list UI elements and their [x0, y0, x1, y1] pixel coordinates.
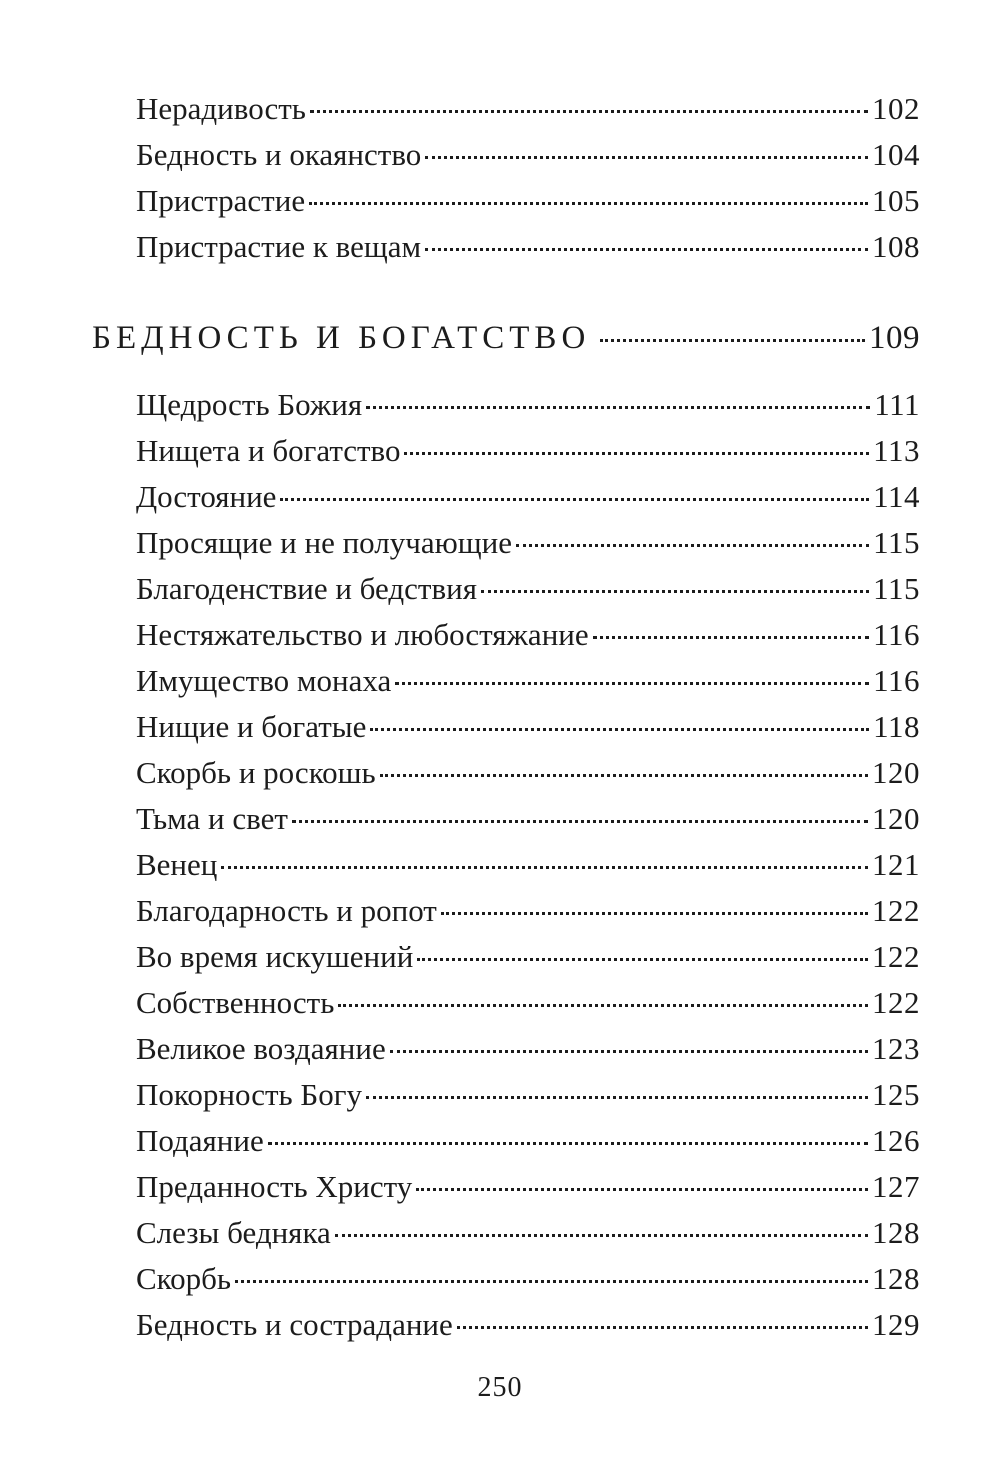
toc-entry-page: 111: [874, 387, 920, 422]
toc-entry-page: 123: [872, 1031, 920, 1066]
toc-entry-title: Подаяние: [136, 1123, 264, 1158]
dot-leader: [390, 1050, 868, 1053]
toc-entry: [136, 888, 920, 934]
dot-leader: [366, 406, 870, 409]
dot-leader: [280, 498, 869, 501]
toc-entry-page: 102: [872, 91, 920, 126]
toc-entry-title: Преданность Христу: [136, 1169, 413, 1204]
toc-entry-page: 114: [873, 479, 920, 514]
toc-entry-title: Во время искушений: [136, 939, 414, 974]
toc-entry: [136, 1026, 920, 1072]
toc-entry: [136, 86, 920, 132]
toc-entry-title: Нищета и богатство: [136, 433, 401, 468]
toc-entry: [136, 1302, 920, 1348]
toc-entry-title: Достояние: [136, 479, 277, 514]
toc-entry-title: Нестяжательство и любостяжание: [136, 617, 589, 652]
toc-entry-page: 127: [872, 1169, 920, 1204]
dot-leader: [441, 912, 868, 915]
dot-leader: [292, 820, 868, 823]
toc-entry-page: 108: [872, 229, 920, 264]
dot-leader: [600, 339, 865, 342]
toc-entry-title: Тьма и свет: [136, 801, 288, 836]
toc-entry-title: Нерадивость: [136, 91, 306, 126]
toc-entry: [136, 224, 920, 270]
toc-entry: [136, 980, 920, 1026]
toc-entry-title: Нищие и богатые: [136, 709, 367, 744]
dot-leader: [309, 202, 868, 205]
toc-entry-title: Бедность и окаянство: [136, 137, 422, 172]
dot-leader: [457, 1326, 868, 1329]
section-title: БЕДНОСТЬ И БОГАТСТВО: [92, 320, 591, 356]
toc-entry-page: 125: [872, 1077, 920, 1112]
dot-leader: [370, 728, 869, 731]
toc-entry-title: Бедность и сострадание: [136, 1307, 453, 1342]
toc-entry-title: Благоденствие и бедствия: [136, 571, 477, 606]
toc-entry-title: Скорбь: [136, 1261, 232, 1296]
toc-entry: [136, 750, 920, 796]
toc-entry-title: Собственность: [136, 985, 335, 1020]
toc-entry-page: 122: [872, 893, 920, 928]
toc-entry-page: 128: [872, 1261, 920, 1296]
toc-entry-page: 118: [873, 709, 920, 744]
section-page: 109: [869, 320, 920, 356]
toc-entry: [136, 704, 920, 750]
toc-entry: [136, 1072, 920, 1118]
toc-entry-title: Скорбь и роскошь: [136, 755, 376, 790]
toc-section-entries: [136, 382, 920, 1348]
toc-entry-title: Пристрастие к вещам: [136, 229, 422, 264]
toc-entry-page: 115: [873, 571, 920, 606]
toc-entry-page: 115: [873, 525, 920, 560]
toc-entry: [136, 428, 920, 474]
dot-leader: [425, 156, 868, 159]
toc-entry: [136, 796, 920, 842]
toc-entry-page: 105: [872, 183, 920, 218]
toc-entry-page: 122: [872, 985, 920, 1020]
toc-entry: [136, 566, 920, 612]
toc-entry: [136, 1118, 920, 1164]
toc-entry: [136, 612, 920, 658]
toc-entry-page: 121: [872, 847, 920, 882]
dot-leader: [593, 636, 870, 639]
toc-entry-page: 129: [872, 1307, 920, 1342]
toc-entry: [136, 178, 920, 224]
dot-leader: [221, 866, 868, 869]
toc-entry-page: 104: [872, 137, 920, 172]
page-number: 250: [477, 1372, 523, 1403]
toc-entry-page: 120: [872, 801, 920, 836]
toc-entry: [136, 1210, 920, 1256]
toc-entry: [136, 1256, 920, 1302]
dot-leader: [395, 682, 869, 685]
toc-entry-title: Имущество монаха: [136, 663, 392, 698]
dot-leader: [338, 1004, 868, 1007]
toc-entry: [136, 520, 920, 566]
toc-entry: [136, 132, 920, 178]
dot-leader: [335, 1234, 868, 1237]
dot-leader: [416, 1188, 868, 1191]
toc-entry-page: 113: [873, 433, 920, 468]
toc-entry-title: Пристрастие: [136, 183, 306, 218]
dot-leader: [481, 590, 869, 593]
toc-top-entries: [136, 86, 920, 270]
toc-entry-page: 116: [873, 617, 920, 652]
toc-entry: [136, 382, 920, 428]
dot-leader: [310, 110, 868, 113]
toc-entry-page: 122: [872, 939, 920, 974]
toc-entry-title: Великое воздаяние: [136, 1031, 386, 1066]
toc-entry-title: Просящие и не получающие: [136, 525, 512, 560]
dot-leader: [404, 452, 869, 455]
section-heading: [92, 314, 920, 362]
toc-entry: [136, 842, 920, 888]
toc-entry-page: 126: [872, 1123, 920, 1158]
toc-entry: [136, 658, 920, 704]
toc-entry-page: 120: [872, 755, 920, 790]
dot-leader: [366, 1096, 868, 1099]
toc-entry-title: Слезы бедняка: [136, 1215, 331, 1250]
toc-entry-page: 128: [872, 1215, 920, 1250]
dot-leader: [425, 248, 868, 251]
toc-entry-page: 116: [873, 663, 920, 698]
dot-leader: [235, 1280, 868, 1283]
toc-entry: [136, 1164, 920, 1210]
dot-leader: [380, 774, 868, 777]
toc-entry: [136, 934, 920, 980]
dot-leader: [417, 958, 868, 961]
toc-entry-title: Щедрость Божия: [136, 387, 363, 422]
toc-entry: [136, 474, 920, 520]
toc-entry-title: Благодарность и ропот: [136, 893, 437, 928]
dot-leader: [516, 544, 869, 547]
toc-entry-title: Венец: [136, 847, 218, 882]
toc-entry-title: Покорность Богу: [136, 1077, 362, 1112]
dot-leader: [268, 1142, 868, 1145]
